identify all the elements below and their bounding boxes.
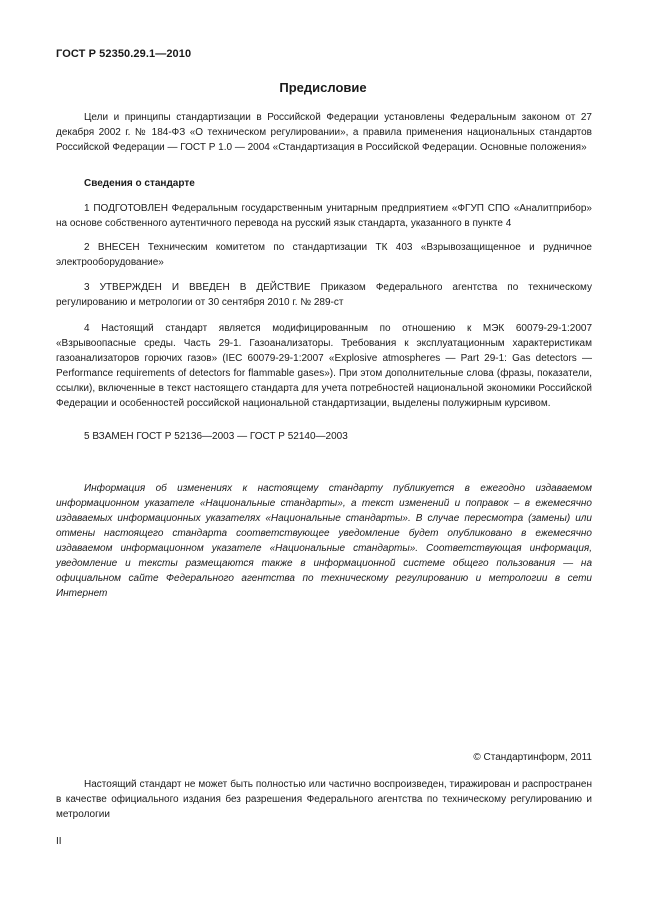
item-4-text: 4 Настоящий стандарт является модифицированным по отношению к МЭК 60079-29-1:2007 «Взрывоопасные среды. Часть 29-1. Газоанализаторы. Требования к эксплуатационным характеристикам газоанализаторов горючих газов» (IEC 60079-29-1:2007 «Explosive atmospheres — Part 29-1: Gas detectors — Performance requirements of detectors for flammable gases»). При этом дополнительные слова (фразы, показатели, ссылки), включенные в текст настоящего стандарта для учета потребностей национальной экономики Российской Федерации и особенностей российской национальной стандартизации, выделены полужирным курсивом. bbox=[56, 323, 592, 409]
item-4 bbox=[56, 321, 592, 411]
notice-text: Информация об изменениях к настоящему стандарту публикуется в ежегодно издаваемом информационном указателе «Национальные стандарты», а текст изменений и поправок – в ежемесячно издаваемых информационных указателях «Национальные стандарты». В случае пересмотра (замены) или отмены настоящего стандарта соответствующее уведомление будет опубликовано в ежемесячно издаваемом информационном указателе «Национальные стандарты». Соответствующая информация, уведомление и тексты размещаются также в информационной системе общего пользования — на официальном сайте Федерального агентства по техническому регулированию и метрологии в сети Интернет bbox=[56, 483, 592, 599]
page-title: Предисловие bbox=[279, 80, 367, 95]
item-1-text: 1 ПОДГОТОВЛЕН Федеральным государственным унитарным предприятием «ФГУП СПО «Аналитприбор» на основе собственного аутентичного перевода на русский язык стандарта, указанного в пункте 4 bbox=[56, 203, 592, 229]
intro-paragraph bbox=[56, 110, 592, 155]
item-2-text: 2 ВНЕСЕН Техническим комитетом по стандартизации ТК 403 «Взрывозащищенное и рудничное электрооборудование» bbox=[56, 242, 592, 268]
reproduction-paragraph bbox=[56, 777, 592, 822]
reproduction-text: Настоящий стандарт не может быть полностью или частично воспроизведен, тиражирован и распространен в качестве официального издания без разрешения Федерального агентства по техническому регулированию и метрологии bbox=[56, 779, 592, 820]
item-3 bbox=[56, 280, 592, 310]
item-3-text: 3 УТВЕРЖДЕН И ВВЕДЕН В ДЕЙСТВИЕ Приказом Федерального агентства по техническому регулированию и метрологии от 30 сентября 2010 г. № 289-ст bbox=[56, 282, 592, 308]
page-number: II bbox=[56, 836, 62, 847]
document-header: ГОСТ Р 52350.29.1—2010 bbox=[56, 48, 192, 60]
notice-paragraph bbox=[56, 481, 592, 601]
intro-text: Цели и принципы стандартизации в Российской Федерации установлены Федеральным законом от 27 декабря 2002 г. № 184-ФЗ «О техническом регулировании», а правила применения национальных стандартов Российской Федерации — ГОСТ Р 1.0 — 2004 «Стандартизация в Российской Федерации. Основные положения» bbox=[56, 112, 592, 153]
item-1 bbox=[56, 201, 592, 231]
item-2 bbox=[56, 240, 592, 270]
section-subheading: Сведения о стандарте bbox=[84, 178, 195, 189]
item-5-text: 5 ВЗАМЕН ГОСТ Р 52136—2003 — ГОСТ Р 52140—2003 bbox=[84, 431, 348, 442]
copyright: © Стандартинформ, 2011 bbox=[473, 752, 592, 763]
item-5 bbox=[56, 429, 592, 444]
